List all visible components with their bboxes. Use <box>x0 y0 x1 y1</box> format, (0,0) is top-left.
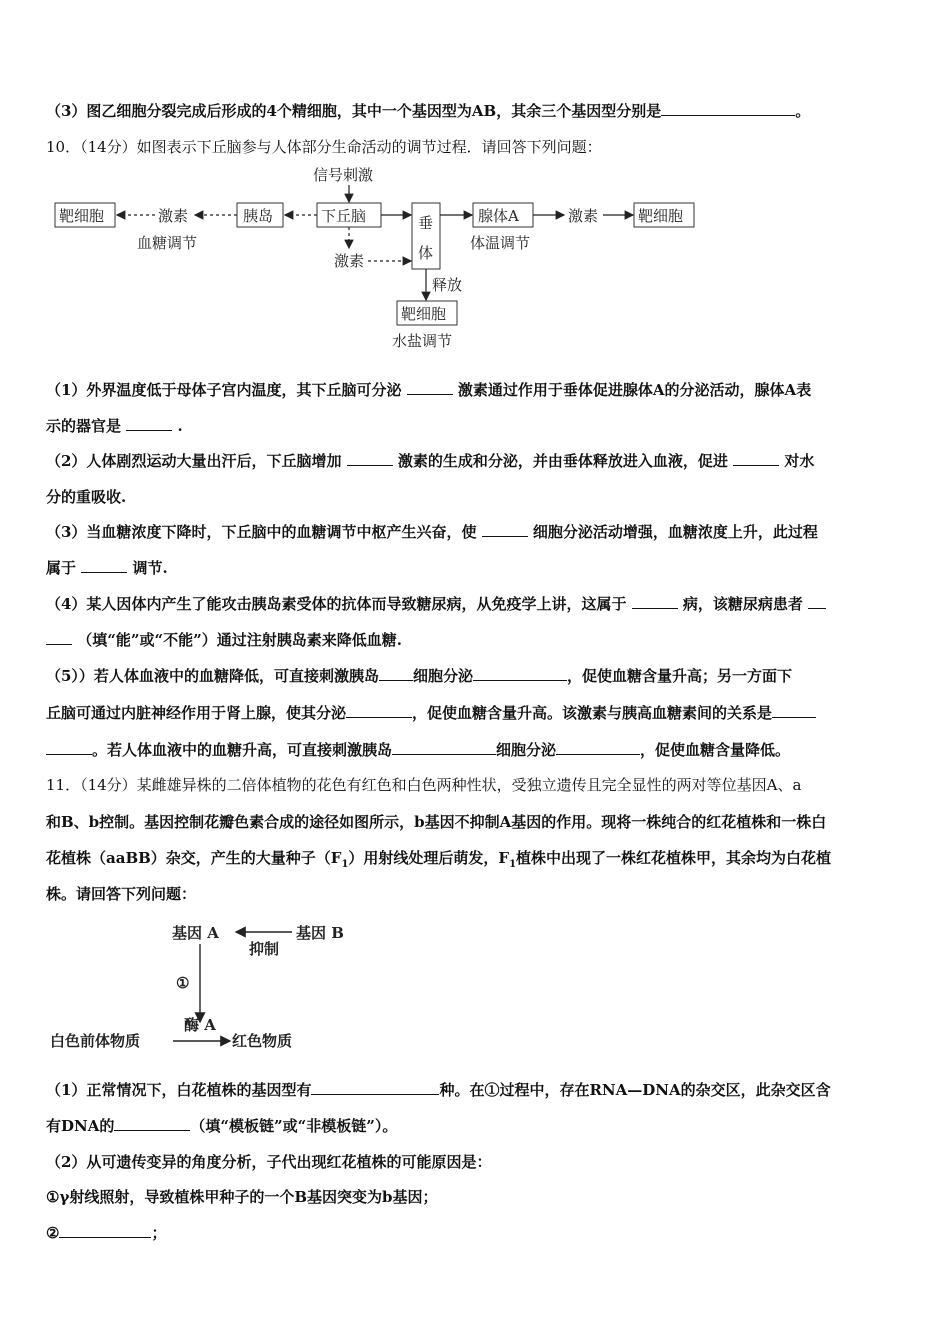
q11-p1-text-c: 有DNA的 <box>46 1117 115 1135</box>
answer-blank[interactable] <box>347 451 393 466</box>
answer-blank[interactable] <box>81 558 127 573</box>
answer-blank[interactable] <box>733 451 779 466</box>
answer-blank[interactable] <box>556 740 640 755</box>
answer-blank[interactable] <box>808 594 826 609</box>
q10-part5-line1 <box>46 666 908 686</box>
q10-p2-text-a: （2）人体剧烈运动大量出汗后，下丘脑增加 <box>46 452 342 470</box>
q11-sub-2: 1 <box>509 859 517 870</box>
answer-blank[interactable] <box>46 630 72 645</box>
target-cell-right: 靶细胞 <box>638 207 684 225</box>
pancreas-label: 胰岛 <box>243 207 274 225</box>
answer-blank[interactable] <box>407 380 453 395</box>
answer-blank[interactable] <box>346 703 412 718</box>
q10-p4-text-a: （4）某人因体内产生了能攻击胰岛素受体的抗体而导致糖尿病，从免疫学上讲，这属于 <box>46 595 627 613</box>
q11-text-3a: 花植株（aaBB）杂交，产生的大量种子（F <box>46 849 342 867</box>
q10-part3-line2 <box>46 558 908 578</box>
red-substance-label: 红色物质 <box>232 1032 293 1050</box>
q10-p3-text-c: 属于 <box>46 559 77 577</box>
blood-sugar-regulation-label: 血糖调节 <box>137 234 198 252</box>
hormone-label-right: 激素 <box>568 207 599 225</box>
q10-part2-line1 <box>46 451 908 471</box>
q11-sub-1: 1 <box>341 859 349 870</box>
q10-part3-line1 <box>46 522 908 542</box>
answer-blank[interactable] <box>311 1080 439 1095</box>
signal-stimulus-label: 信号刺激 <box>313 166 374 184</box>
answer-blank[interactable] <box>59 1223 151 1238</box>
answer-blank[interactable] <box>126 416 172 431</box>
pigment-pathway-diagram <box>46 918 366 1058</box>
q10-p1-text-b: 激素通过作用于垂体促进腺体A的分泌活动，腺体A表 <box>457 381 812 399</box>
q11-intro-line4: 株。请回答下列问题： <box>46 885 197 903</box>
q10-part5-line3 <box>46 740 908 760</box>
q11-part2: （2）从可遗传变异的角度分析，子代出现红花植株的可能原因是： <box>46 1153 492 1171</box>
water-salt-regulation-label: 水盐调节 <box>392 332 453 350</box>
gene-a-label: 基因 A <box>172 924 219 942</box>
q11-p1-text-d: （填“模板链”或“非模板链”）。 <box>190 1117 398 1135</box>
q11-reason-2 <box>46 1223 908 1243</box>
q10-p3-text-d: 调节. <box>132 559 168 577</box>
pituitary-label-2: 体 <box>418 244 434 262</box>
q10-p5-text-c: ，促使血糖含量升高；另一方面下 <box>566 667 792 685</box>
q9-part3-text: （3）图乙细胞分裂完成后形成的4个精细胞，其中一个基因型为AB，其余三个基因型分别是 <box>46 102 662 120</box>
q11-r2-marker: ② <box>46 1224 60 1242</box>
q9-part3 <box>46 101 908 121</box>
target-cell-bottom: 靶细胞 <box>401 305 447 323</box>
q11-part1-line1 <box>46 1080 908 1100</box>
release-label: 释放 <box>432 276 463 294</box>
q11-text-3b: ）用射线处理后萌发，F <box>348 849 510 867</box>
answer-blank[interactable] <box>473 666 567 681</box>
q10-p3-text-a: （3）当血糖浓度下降时，下丘脑中的血糖调节中枢产生兴奋，使 <box>46 523 477 541</box>
answer-blank[interactable] <box>46 740 92 755</box>
q9-part3-end: 。 <box>795 102 811 120</box>
q10-p5-text-f: 。若人体血液中的血糖升高，可直接刺激胰岛 <box>92 741 393 759</box>
q10-p5-text-d: 丘脑可通过内脏神经作用于肾上腺，使其分泌 <box>46 704 347 722</box>
q10-p1-text-a: （1）外界温度低于母体子宫内温度，其下丘脑可分泌 <box>46 381 402 399</box>
q11-p1-text-b: 种。在①过程中，存在RNA—DNA的杂交区，此杂交区含 <box>439 1081 831 1099</box>
q11-text-1: 11．（14分）某雌雄异株的二倍体植物的花色有红色和白色两种性状，受独立遗传且完全显性的两对等位基因A、a <box>46 776 802 794</box>
answer-blank[interactable] <box>114 1116 190 1131</box>
q11-p1-text-a: （1）正常情况下，白花植株的基因型有 <box>46 1081 312 1099</box>
q10-p3-text-b: 细胞分泌活动增强，血糖浓度上升，此过程 <box>532 523 818 541</box>
q11-intro-line3 <box>46 848 908 875</box>
q10-p2-text-b: 激素的生成和分泌，并由垂体释放进入血液，促进 <box>397 452 728 470</box>
q11-text-3c: 植株中出现了一株红花植株甲，其余均为白花植 <box>516 849 832 867</box>
body-temperature-regulation-label: 体温调节 <box>470 234 531 252</box>
q11-r2-end: ； <box>151 1224 167 1242</box>
q10-p5-text-h: ，促使血糖含量降低。 <box>640 741 791 759</box>
q10-p5-text-g: 细胞分泌 <box>496 741 557 759</box>
step-one-label: ① <box>176 974 190 992</box>
q11-part1-line2 <box>46 1116 908 1136</box>
inhibit-label: 抑制 <box>249 940 280 958</box>
answer-blank[interactable] <box>392 740 496 755</box>
hypothalamus-label: 下丘脑 <box>321 207 367 225</box>
q10-part2-line2: 分的重吸收. <box>46 488 127 506</box>
q10-p2-text-c: 对水 <box>784 452 815 470</box>
q10-p5-text-b: 细胞分泌 <box>412 667 473 685</box>
answer-blank[interactable] <box>661 101 795 116</box>
hormone-label-bottom: 激素 <box>334 252 365 270</box>
hormone-label-left: 激素 <box>158 207 189 225</box>
white-precursor-label: 白色前体物质 <box>50 1032 141 1050</box>
pituitary-label-1: 垂 <box>418 214 434 232</box>
q10-p1-text-d: . <box>177 417 183 435</box>
answer-blank[interactable] <box>772 703 816 718</box>
gene-b-label: 基因 B <box>296 924 344 942</box>
q10-p1-text-c: 示的器官是 <box>46 417 122 435</box>
q10-p5-text-e: ，促使血糖含量升高。该激素与胰高血糖素间的关系是 <box>412 704 773 722</box>
q10-p4-text-c: （填“能”或“不能”）通过注射胰岛素来降低血糖. <box>77 631 402 649</box>
q10-p4-text-b: 病，该糖尿病患者 <box>682 595 803 613</box>
q10-header: 10．（14分）如图表示下丘脑参与人体部分生命活动的调节过程．请回答下列问题： <box>46 138 602 156</box>
q11-reason-1: ①γ射线照射，导致植株甲种子的一个B基因突变为b基因； <box>46 1188 438 1206</box>
q10-part5-line2 <box>46 703 908 723</box>
q10-part1-line1 <box>46 380 908 400</box>
gland-a-label: 腺体A <box>478 207 519 225</box>
enzyme-a-label: 酶 A <box>184 1016 216 1034</box>
hypothalamus-regulation-diagram <box>40 160 720 355</box>
q10-part4-line2 <box>46 630 908 650</box>
answer-blank[interactable] <box>632 594 678 609</box>
target-cell-left: 靶细胞 <box>59 207 105 225</box>
q11-intro-line2: 和B、b控制。基因控制花瓣色素合成的途径如图所示，b基因不抑制A基因的作用。现将一株纯合的红花植株和一株白 <box>46 813 827 831</box>
q10-p5-text-a: （5））若人体血液中的血糖降低，可直接刺激胰岛 <box>46 667 379 685</box>
answer-blank[interactable] <box>482 522 528 537</box>
q10-part1-line2 <box>46 416 908 436</box>
q11-intro-line1 <box>46 775 908 795</box>
q10-part4-line1 <box>46 594 908 614</box>
answer-blank[interactable] <box>379 666 413 681</box>
